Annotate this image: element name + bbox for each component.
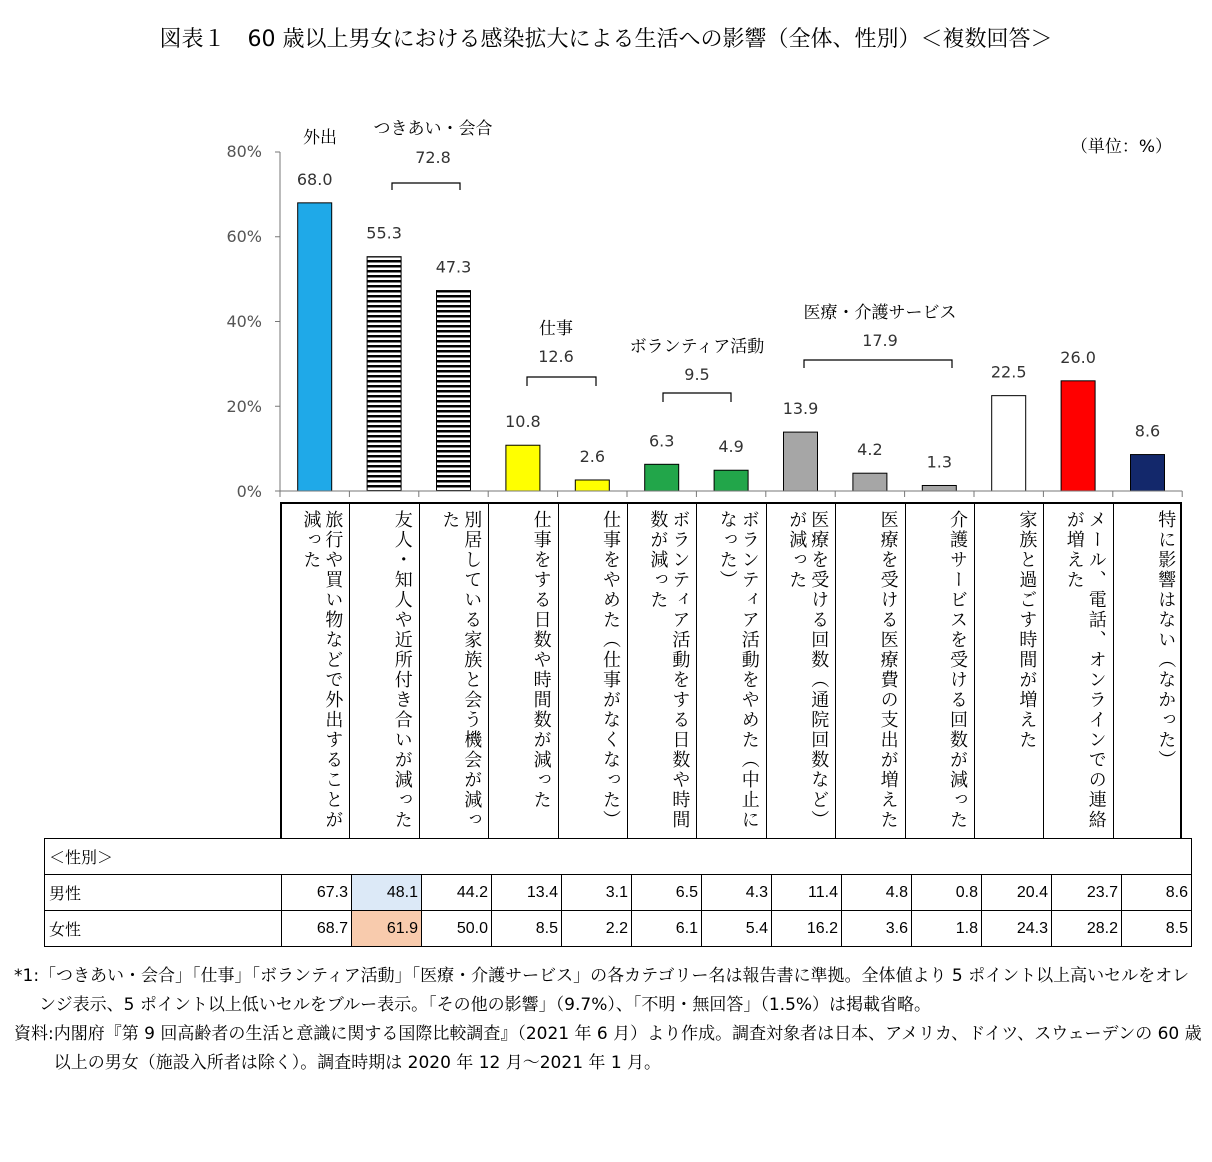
category-separator: [696, 502, 697, 838]
table-row: [45, 911, 1192, 947]
category-separator: [419, 502, 420, 838]
category-separator: [974, 502, 975, 838]
group-bracket-work: [527, 377, 596, 386]
category-separator: [349, 502, 350, 838]
table-cell: 8.6: [1122, 875, 1192, 911]
bar: [922, 485, 956, 491]
unit-label: （単位：%）: [1070, 137, 1172, 157]
category-separator: [627, 502, 628, 838]
bar-value-label: 2.6: [579, 446, 606, 466]
table-cell: 8.5: [1122, 911, 1192, 947]
bar-value-label: 6.3: [648, 431, 675, 451]
bar-value-label: 68.0: [296, 169, 333, 189]
note1-key: *1:: [14, 966, 40, 986]
source-key: 資料:: [14, 1024, 54, 1044]
group-label-volunteer: ボランティア活動: [629, 337, 765, 357]
group-bracket-medical: [804, 360, 952, 368]
category-separator: [488, 502, 489, 838]
group-value-volunteer: 9.5: [684, 365, 710, 384]
category-label: 医療を受ける医療費の支出が増えた: [877, 510, 899, 830]
table-cell: 5.4: [702, 911, 772, 947]
bar: [506, 445, 540, 491]
table-cell: 6.5: [632, 875, 702, 911]
table-cell: 28.2: [1052, 911, 1122, 947]
group-value-social: 72.8: [415, 148, 451, 167]
bar: [992, 396, 1026, 491]
table-cell: 6.1: [632, 911, 702, 947]
table-cell: 1.8: [912, 911, 982, 947]
table-cell: 20.4: [982, 875, 1052, 911]
table-cell: 24.3: [982, 911, 1052, 947]
bar-value-label: 4.2: [857, 440, 883, 460]
group-value-work: 12.6: [538, 347, 574, 366]
notes: [14, 962, 1204, 1078]
category-separator: [905, 502, 906, 838]
sex-table-header: ＜性別＞: [45, 839, 1192, 875]
table-cell: 0.8: [912, 875, 982, 911]
group-bracket-social: [392, 183, 460, 190]
bar: [575, 480, 609, 491]
bar: [714, 470, 748, 491]
group-bracket-volunteer: [663, 393, 731, 402]
table-cell: 4.8: [842, 875, 912, 911]
category-separator: [835, 502, 836, 838]
group-label-work: 仕事: [539, 319, 573, 339]
table-cell: 44.2: [422, 875, 492, 911]
bar-value-label: 22.5: [990, 362, 1027, 382]
row-label: 女性: [45, 911, 282, 947]
table-cell: 23.7: [1052, 875, 1122, 911]
bar-value-label: 55.3: [366, 223, 402, 243]
bar-value-label: 4.9: [718, 437, 744, 457]
bar: [437, 291, 471, 491]
bar: [645, 464, 679, 491]
bar: [1131, 455, 1165, 491]
bar-value-label: 10.8: [505, 412, 541, 432]
category-separator: [558, 502, 559, 838]
group-label-medical: 医療・介護サービス: [803, 303, 957, 323]
y-tick-label: 80%: [226, 142, 262, 161]
category-label: ボランティア活動をやめた（中止になった）: [716, 510, 760, 830]
category-separator: [766, 502, 767, 838]
group-label-social: つきあい・会合: [373, 119, 493, 139]
category-label: 特に影響はない（なかった）: [1155, 510, 1177, 770]
y-tick-label: 0%: [236, 482, 262, 501]
table-cell: 2.2: [562, 911, 632, 947]
table-cell: 11.4: [772, 875, 842, 911]
table-cell: 48.1: [352, 875, 422, 911]
note1-text: 「つきあい・会合」「仕事」「ボランティア活動」「医療・介護サービス」の各カテゴリー名は報告書に準拠。全体値より 5 ポイント以上高いセルをオレンジ表示、5 ポイント以上低いセルをブルー表示。「その他の影響」（9.7%）、「不明・無回答」（1.5%）は掲載省略。: [39, 966, 1190, 1015]
group-label-outing: 外出: [303, 128, 337, 148]
sex-table-header-row: [45, 839, 1192, 875]
y-tick-label: 40%: [226, 312, 262, 331]
table-cell: 68.7: [282, 911, 352, 947]
category-label: 介護サービスを受ける回数が減った: [946, 510, 968, 830]
bar: [1061, 381, 1095, 491]
bar-value-label: 13.9: [782, 399, 819, 419]
table-cell: 67.3: [282, 875, 352, 911]
bar-value-label: 26.0: [1060, 347, 1096, 367]
bar: [784, 432, 818, 491]
bar: [298, 203, 332, 491]
category-label: 別居している家族と会う機会が減った: [439, 510, 483, 830]
category-label: メール、電話、オンラインでの連絡が増えた: [1063, 510, 1107, 830]
category-label: 家族と過ごす時間が増えた: [1016, 510, 1038, 750]
row-label: 男性: [45, 875, 282, 911]
y-tick-label: 20%: [226, 397, 262, 416]
table-cell: 8.5: [492, 911, 562, 947]
bar-value-label: 1.3: [926, 452, 953, 472]
bar-value-label: 8.6: [1134, 421, 1161, 441]
table-cell: 61.9: [352, 911, 422, 947]
category-label: 旅行や買い物などで外出することが減った: [300, 510, 344, 830]
category-label: 仕事をする日数や時間数が減った: [530, 510, 552, 810]
bar: [853, 473, 887, 491]
group-value-medical: 17.9: [862, 331, 898, 350]
table-cell: 13.4: [492, 875, 562, 911]
bar-value-label: 47.3: [435, 257, 472, 277]
category-separator: [1043, 502, 1044, 838]
sex-table: [44, 838, 1192, 947]
category-label: ボランティア活動をする日数や時間数が減った: [647, 510, 691, 830]
category-separator: [1113, 502, 1114, 838]
table-cell: 16.2: [772, 911, 842, 947]
category-label: 友人・知人や近所付き合いが減った: [391, 510, 413, 830]
table-row: [45, 875, 1192, 911]
bar: [367, 257, 401, 491]
table-cell: 4.3: [702, 875, 772, 911]
source-text: 内閣府『第 9 回高齢者の生活と意識に関する国際比較調査』（2021 年 6 月）より作成。調査対象者は日本、アメリカ、ドイツ、スウェーデンの 60 歳以上の男女（施設入所者は除く）。調査時期は 2020 年 12 月～2021 年 1 月。: [53, 1024, 1202, 1073]
table-cell: 3.1: [562, 875, 632, 911]
y-tick-label: 60%: [226, 227, 262, 246]
category-label: 医療を受ける回数（通院回数など）が減った: [786, 510, 830, 830]
category-label: 仕事をやめた（仕事がなくなった）: [599, 510, 621, 830]
chart-title: 図表１ 60 歳以上男女における感染拡大による生活への影響（全体、性別）＜複数回答＞: [159, 27, 1053, 52]
table-cell: 50.0: [422, 911, 492, 947]
table-cell: 3.6: [842, 911, 912, 947]
